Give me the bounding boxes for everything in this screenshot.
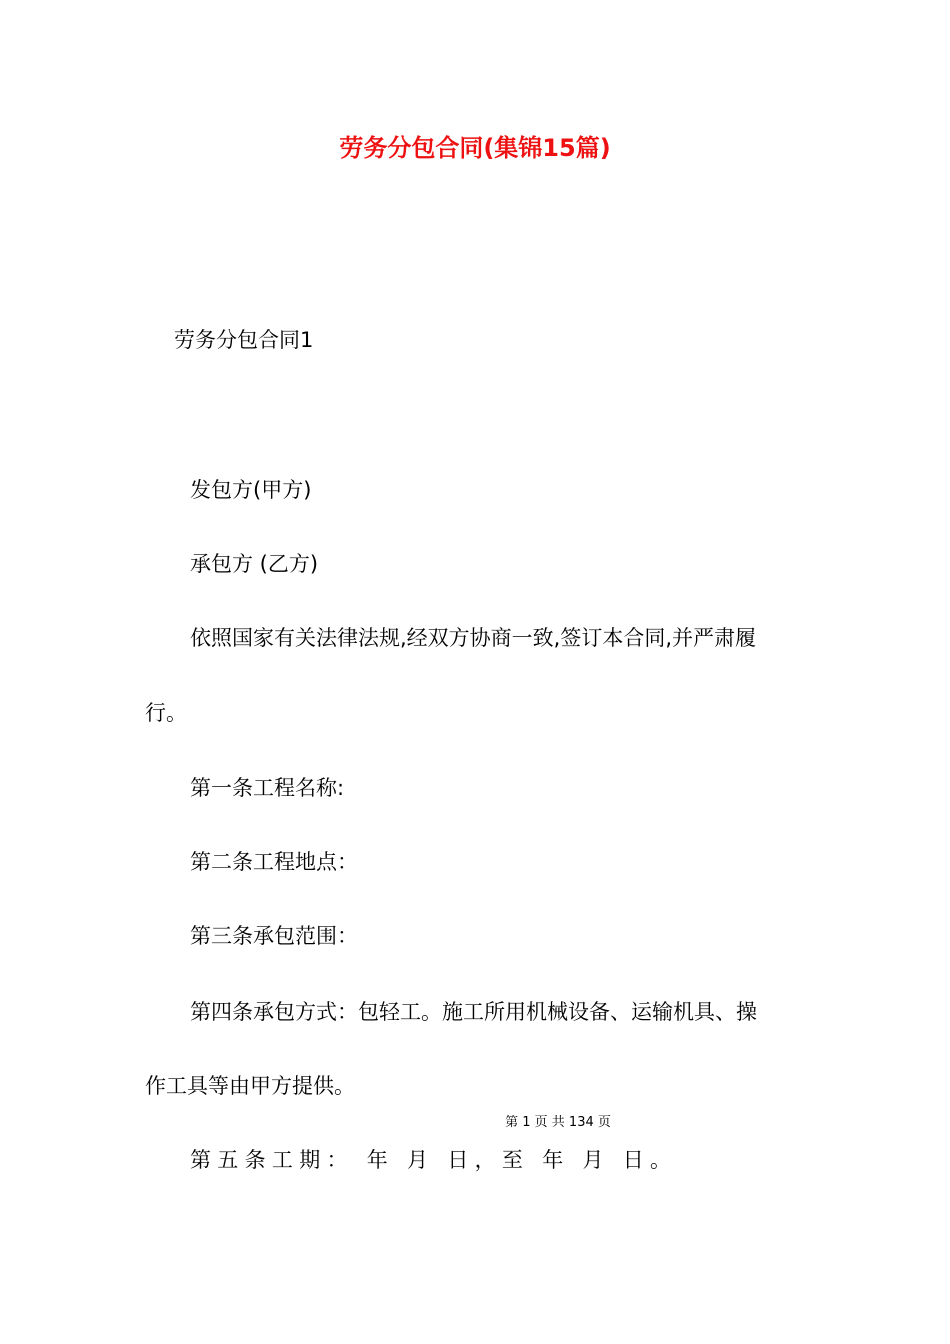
preamble-line-1: 依照国家有关法律法规,经双方协商一致,签订本合同,并严肃履 (190, 626, 757, 650)
article-4-line-2: 作工具等由甲方提供。 (145, 1074, 355, 1098)
section-heading: 劳务分包合同1 (174, 328, 314, 352)
article-1-line: 第一条工程名称: (190, 776, 345, 800)
article-5-line: 第五条工期： 年 月 日，至 年 月 日。 (190, 1148, 678, 1172)
page-footer: 第 1 页 共 134 页 (505, 1115, 611, 1130)
article-4-line-1: 第四条承包方式：包轻工。施工所用机械设备、运输机具、操 (190, 1000, 757, 1024)
preamble-line-2: 行。 (145, 701, 187, 725)
article-3-line: 第三条承包范围： (190, 924, 358, 948)
article-2-line: 第二条工程地点： (190, 850, 358, 874)
party-b-line: 承包方 (乙方) (190, 552, 319, 576)
document-title: 劳务分包合同(集锦15篇) (339, 134, 611, 162)
party-a-line: 发包方(甲方) (190, 478, 312, 502)
